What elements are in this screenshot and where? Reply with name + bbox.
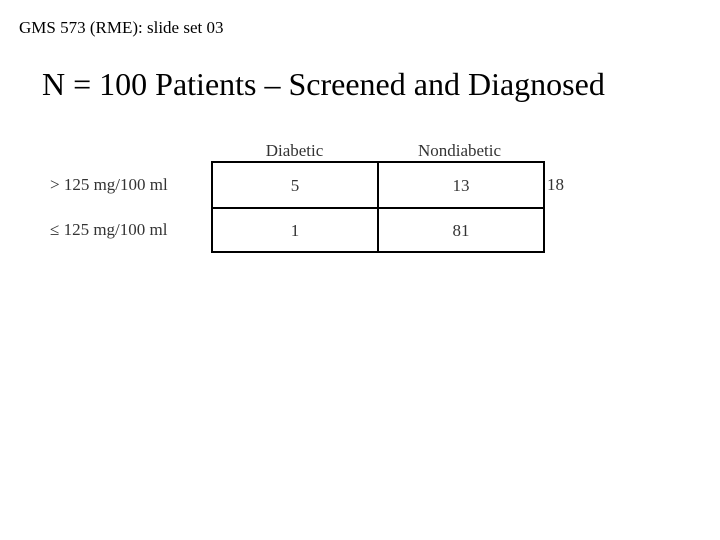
- row-total-high-glucose: 18: [547, 175, 564, 194]
- cell-low-nondiabetic: 81: [452, 221, 470, 240]
- cell-high-diabetic: 5: [290, 176, 300, 195]
- column-header-diabetic: Diabetic: [265, 141, 324, 160]
- cell-low-diabetic: 1: [290, 221, 300, 240]
- column-header-nondiabetic: Nondiabetic: [417, 141, 502, 160]
- slide-header: GMS 573 (RME): slide set 03: [19, 18, 224, 37]
- table-horizontal-divider: [213, 207, 543, 209]
- row-label-high-glucose: > 125 mg/100 ml: [50, 175, 168, 194]
- contingency-table: [211, 161, 545, 253]
- cell-high-nondiabetic: 13: [452, 176, 470, 195]
- row-label-low-glucose: ≤ 125 mg/100 ml: [50, 220, 168, 239]
- slide-title: N = 100 Patients – Screened and Diagnosed: [42, 66, 605, 102]
